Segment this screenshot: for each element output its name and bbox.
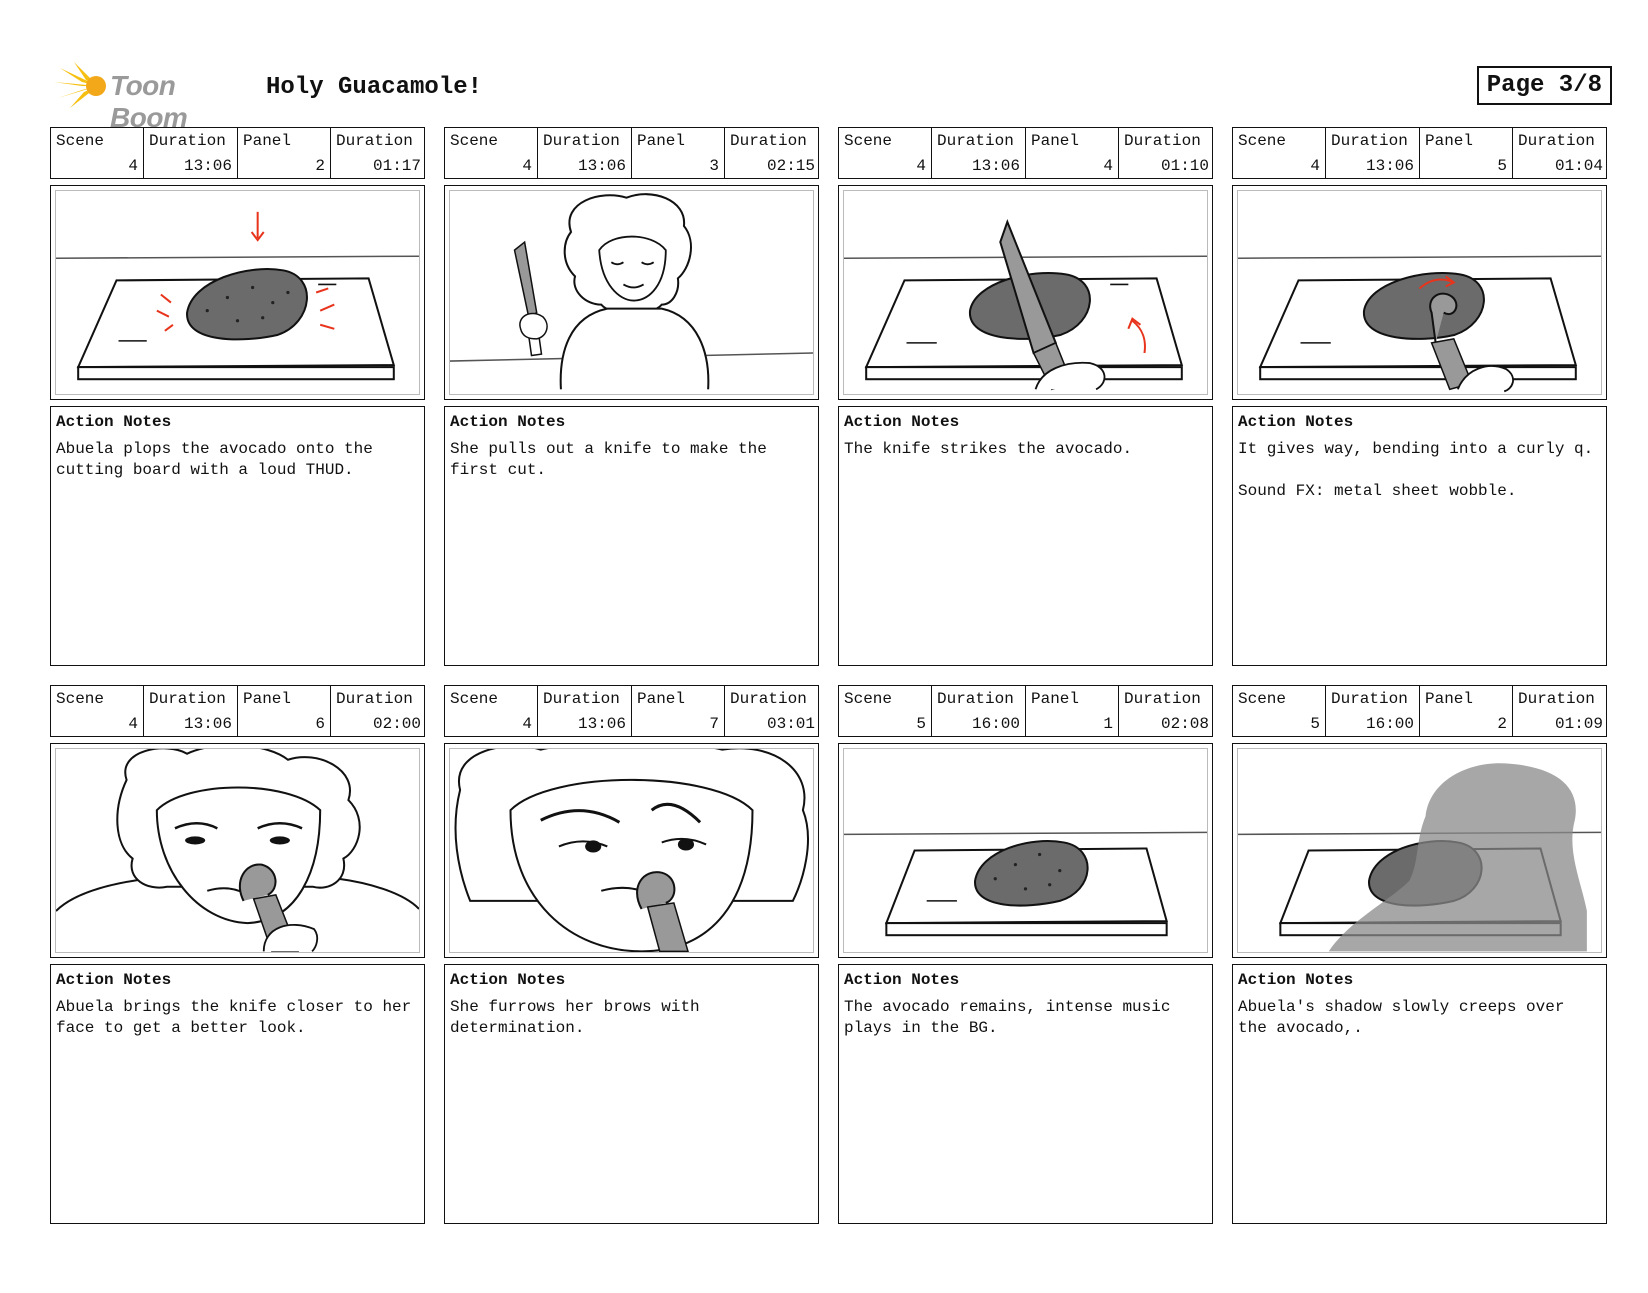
scene-duration-value: 16:00 bbox=[971, 715, 1020, 733]
action-notes bbox=[444, 964, 819, 1224]
action-notes-heading: Action Notes bbox=[1238, 971, 1354, 989]
duration-label: Duration bbox=[937, 132, 1014, 150]
scene-value: 4 bbox=[128, 157, 138, 175]
avocado-shadow-sketch bbox=[1237, 748, 1602, 953]
panel-grid bbox=[50, 127, 1610, 1224]
scene-value: 4 bbox=[1310, 157, 1320, 175]
scene-duration-cell bbox=[144, 686, 238, 736]
scene-value: 5 bbox=[916, 715, 926, 733]
action-notes-heading: Action Notes bbox=[844, 971, 960, 989]
scene-value: 4 bbox=[128, 715, 138, 733]
panel-duration-cell bbox=[725, 686, 820, 736]
panel-duration-cell bbox=[725, 128, 820, 178]
panel-label: Panel bbox=[1031, 690, 1080, 708]
panel-duration-cell bbox=[1119, 686, 1214, 736]
scene-value: 4 bbox=[916, 157, 926, 175]
panel-image-frame bbox=[50, 185, 425, 400]
panel-info-bar bbox=[1232, 127, 1607, 179]
panel-duration-value: 01:09 bbox=[1554, 715, 1603, 733]
action-notes-heading: Action Notes bbox=[1238, 413, 1354, 431]
panel-cell bbox=[632, 686, 725, 736]
panel-image-frame bbox=[1232, 743, 1607, 958]
scene-cell bbox=[445, 686, 538, 736]
panel-cell bbox=[1420, 686, 1513, 736]
panel-label: Panel bbox=[1031, 132, 1080, 150]
action-notes-text: The knife strikes the avocado. bbox=[844, 440, 1133, 458]
duration-label: Duration bbox=[937, 690, 1014, 708]
panel-image-frame bbox=[838, 185, 1213, 400]
panel-cell bbox=[632, 128, 725, 178]
toon-boom-logo bbox=[52, 58, 252, 133]
storyboard-panel bbox=[838, 685, 1213, 1224]
action-notes-text: Abuela's shadow slowly creeps over the avocado,. bbox=[1238, 998, 1575, 1037]
abuela-closeup-sketch bbox=[55, 748, 420, 953]
scene-duration-cell bbox=[144, 128, 238, 178]
panel-duration-value: 01:17 bbox=[372, 157, 421, 175]
scene-duration-cell bbox=[1326, 686, 1420, 736]
panel-value: 6 bbox=[315, 715, 325, 733]
panel-duration-value: 02:08 bbox=[1160, 715, 1209, 733]
panel-info-bar bbox=[50, 127, 425, 179]
scene-duration-value: 16:00 bbox=[1365, 715, 1414, 733]
panel-label: Panel bbox=[637, 132, 686, 150]
knife-strike-sketch bbox=[843, 190, 1208, 395]
panel-info-bar bbox=[444, 127, 819, 179]
scene-duration-value: 13:06 bbox=[971, 157, 1020, 175]
duration-label: Duration bbox=[149, 132, 226, 150]
duration-label: Duration bbox=[1331, 690, 1408, 708]
scene-duration-value: 13:06 bbox=[577, 157, 626, 175]
panel-label: Panel bbox=[243, 132, 292, 150]
storyboard-panel bbox=[838, 127, 1213, 666]
panel-duration-cell bbox=[331, 686, 426, 736]
action-notes-text: She pulls out a knife to make the first cut. bbox=[450, 440, 777, 479]
scene-cell bbox=[445, 128, 538, 178]
duration-label: Duration bbox=[1124, 690, 1201, 708]
panel-value: 5 bbox=[1497, 157, 1507, 175]
panel-cell bbox=[1026, 128, 1119, 178]
action-notes bbox=[50, 964, 425, 1224]
panel-info-bar bbox=[444, 685, 819, 737]
panel-cell bbox=[1420, 128, 1513, 178]
panel-duration-value: 02:15 bbox=[766, 157, 815, 175]
scene-duration-value: 13:06 bbox=[183, 157, 232, 175]
panel-duration-cell bbox=[1513, 128, 1608, 178]
panel-image-frame bbox=[444, 743, 819, 958]
panel-info-bar bbox=[838, 685, 1213, 737]
action-notes bbox=[50, 406, 425, 666]
panel-label: Panel bbox=[637, 690, 686, 708]
action-notes-heading: Action Notes bbox=[450, 413, 566, 431]
action-notes bbox=[444, 406, 819, 666]
storyboard-panel bbox=[444, 127, 819, 666]
panel-image-frame bbox=[1232, 185, 1607, 400]
panel-info-bar bbox=[1232, 685, 1607, 737]
duration-label: Duration bbox=[336, 690, 413, 708]
scene-label: Scene bbox=[56, 690, 105, 708]
logo-text: Toon Boom bbox=[110, 70, 188, 133]
avocado-still-sketch bbox=[843, 748, 1208, 953]
panel-image-frame bbox=[838, 743, 1213, 958]
panel-duration-cell bbox=[1119, 128, 1214, 178]
panel-info-bar bbox=[838, 127, 1213, 179]
duration-label: Duration bbox=[1331, 132, 1408, 150]
panel-image-frame bbox=[444, 185, 819, 400]
action-notes bbox=[1232, 964, 1607, 1224]
panel-duration-value: 03:01 bbox=[766, 715, 815, 733]
duration-label: Duration bbox=[730, 690, 807, 708]
scene-cell bbox=[1233, 686, 1326, 736]
scene-duration-value: 13:06 bbox=[183, 715, 232, 733]
panel-cell bbox=[238, 128, 331, 178]
panel-duration-value: 01:04 bbox=[1554, 157, 1603, 175]
scene-cell bbox=[51, 128, 144, 178]
storyboard-panel bbox=[1232, 127, 1607, 666]
panel-duration-value: 02:00 bbox=[372, 715, 421, 733]
panel-value: 4 bbox=[1103, 157, 1113, 175]
scene-label: Scene bbox=[844, 132, 893, 150]
storyboard-panel bbox=[50, 685, 425, 1224]
storyboard-panel bbox=[1232, 685, 1607, 1224]
panel-label: Panel bbox=[243, 690, 292, 708]
scene-duration-value: 13:06 bbox=[1365, 157, 1414, 175]
project-title: Holy Guacamole! bbox=[266, 74, 483, 101]
duration-label: Duration bbox=[543, 690, 620, 708]
action-notes bbox=[1232, 406, 1607, 666]
panel-value: 7 bbox=[709, 715, 719, 733]
storyboard-header bbox=[52, 56, 1612, 133]
duration-label: Duration bbox=[1518, 132, 1595, 150]
knife-bent-sketch bbox=[1237, 190, 1602, 395]
panel-label: Panel bbox=[1425, 132, 1474, 150]
scene-value: 4 bbox=[522, 715, 532, 733]
action-notes-heading: Action Notes bbox=[844, 413, 960, 431]
panel-value: 2 bbox=[315, 157, 325, 175]
panel-value: 2 bbox=[1497, 715, 1507, 733]
starburst-icon bbox=[52, 58, 112, 114]
panel-duration-cell bbox=[331, 128, 426, 178]
panel-duration-value: 01:10 bbox=[1160, 157, 1209, 175]
panel-value: 3 bbox=[709, 157, 719, 175]
scene-duration-cell bbox=[538, 686, 632, 736]
panel-value: 1 bbox=[1103, 715, 1113, 733]
storyboard-panel bbox=[50, 127, 425, 666]
action-notes-text: Abuela brings the knife closer to her face to get a better look. bbox=[56, 998, 421, 1037]
scene-label: Scene bbox=[1238, 690, 1287, 708]
action-notes-text: Abuela plops the avocado onto the cutting board with a loud THUD. bbox=[56, 440, 383, 479]
avocado-drop-sketch bbox=[55, 190, 420, 395]
duration-label: Duration bbox=[543, 132, 620, 150]
page-number: Page 3/8 bbox=[1477, 66, 1612, 105]
scene-duration-value: 13:06 bbox=[577, 715, 626, 733]
scene-label: Scene bbox=[450, 132, 499, 150]
scene-value: 4 bbox=[522, 157, 532, 175]
panel-label: Panel bbox=[1425, 690, 1474, 708]
scene-duration-cell bbox=[932, 128, 1026, 178]
action-notes-text: It gives way, bending into a curly q. Sound FX: metal sheet wobble. bbox=[1238, 440, 1594, 500]
scene-label: Scene bbox=[56, 132, 105, 150]
scene-duration-cell bbox=[538, 128, 632, 178]
action-notes bbox=[838, 406, 1213, 666]
storyboard-panel bbox=[444, 685, 819, 1224]
action-notes bbox=[838, 964, 1213, 1224]
scene-label: Scene bbox=[450, 690, 499, 708]
scene-cell bbox=[1233, 128, 1326, 178]
action-notes-heading: Action Notes bbox=[450, 971, 566, 989]
duration-label: Duration bbox=[149, 690, 226, 708]
scene-cell bbox=[839, 686, 932, 736]
panel-info-bar bbox=[50, 685, 425, 737]
action-notes-heading: Action Notes bbox=[56, 413, 172, 431]
panel-image-frame bbox=[50, 743, 425, 958]
scene-label: Scene bbox=[1238, 132, 1287, 150]
panel-cell bbox=[238, 686, 331, 736]
action-notes-text: The avocado remains, intense music plays in the BG. bbox=[844, 998, 1181, 1037]
scene-cell bbox=[839, 128, 932, 178]
scene-duration-cell bbox=[1326, 128, 1420, 178]
action-notes-text: She furrows her brows with determination. bbox=[450, 998, 710, 1037]
panel-duration-cell bbox=[1513, 686, 1608, 736]
action-notes-heading: Action Notes bbox=[56, 971, 172, 989]
panel-cell bbox=[1026, 686, 1119, 736]
duration-label: Duration bbox=[336, 132, 413, 150]
scene-duration-cell bbox=[932, 686, 1026, 736]
duration-label: Duration bbox=[1518, 690, 1595, 708]
scene-cell bbox=[51, 686, 144, 736]
abuela-extreme-closeup-sketch bbox=[449, 748, 814, 953]
duration-label: Duration bbox=[1124, 132, 1201, 150]
abuela-knife-sketch bbox=[449, 190, 814, 395]
scene-label: Scene bbox=[844, 690, 893, 708]
scene-value: 5 bbox=[1310, 715, 1320, 733]
duration-label: Duration bbox=[730, 132, 807, 150]
